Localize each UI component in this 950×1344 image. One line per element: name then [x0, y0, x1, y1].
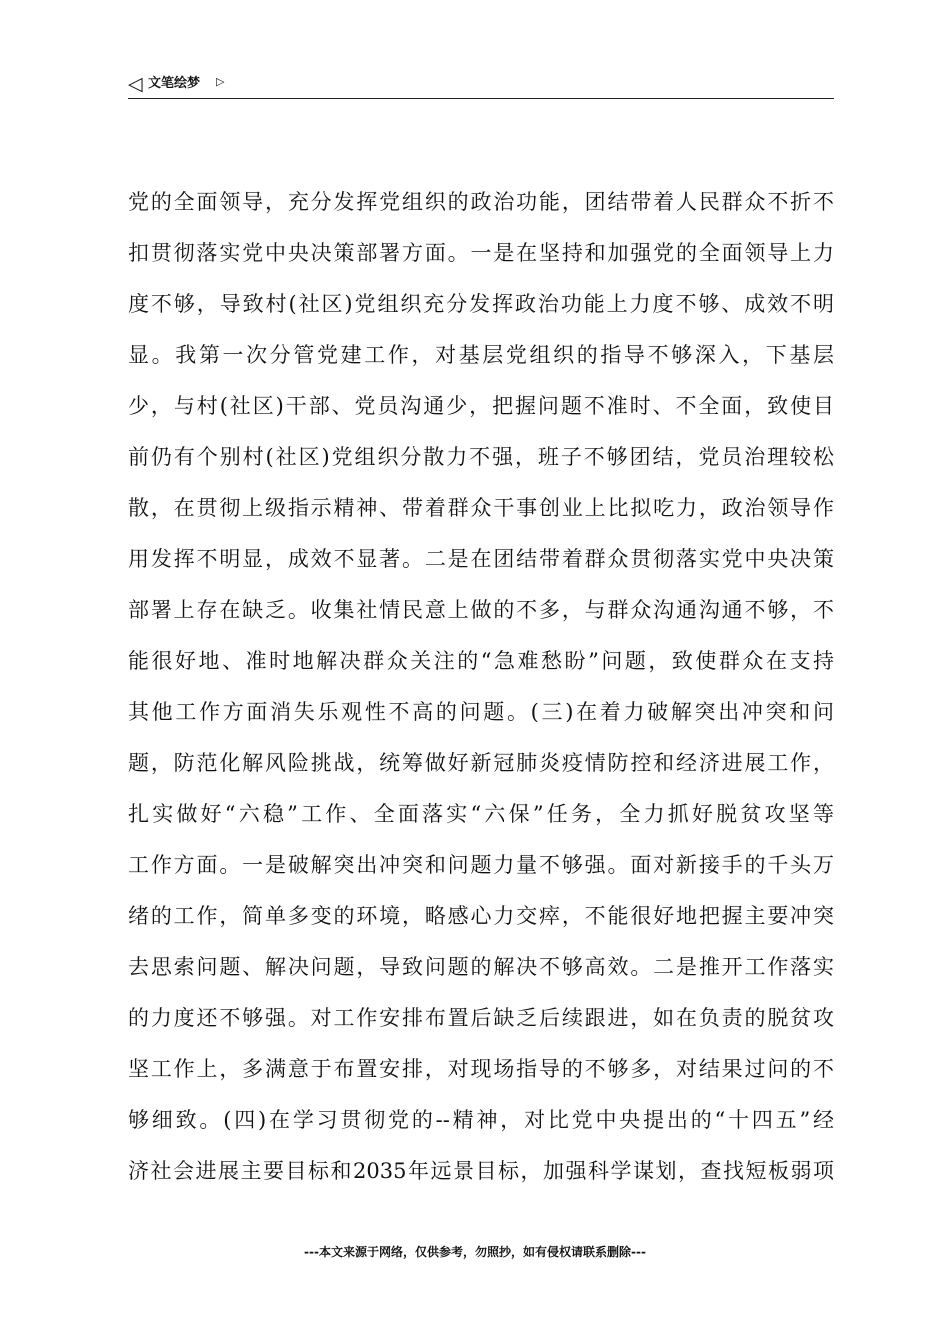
- body-line-20: 济社会进展主要目标和2035年远景目标，加强科学谋划，查找短板弱项: [128, 1159, 834, 1183]
- body-line-5: 少，与村(社区)干部、党员沟通少，把握问题不准时、不全面，致使目: [128, 394, 834, 418]
- body-line-7: 散，在贯彻上级指示精神、带着群众干事创业上比拟吃力，政治领导作: [128, 496, 834, 520]
- left-triangle-icon: ◁: [128, 73, 143, 95]
- body-line-6: 前仍有个别村(社区)党组织分散力不强，班子不够团结，党员治理较松: [128, 445, 834, 469]
- body-line-18: 坚工作上，多满意于布置安排，对现场指导的不够多，对结果过问的不: [128, 1057, 834, 1081]
- document-body: [128, 177, 834, 1197]
- body-line-17: 的力度还不够强。对工作安排布置后缺乏后续跟进，如在负责的脱贫攻: [128, 1006, 834, 1030]
- right-triangle-icon: ▷: [216, 75, 225, 88]
- body-line-12: 题，防范化解风险挑战，统筹做好新冠肺炎疫情防控和经济进展工作，: [128, 751, 834, 775]
- body-line-2: 扣贯彻落实党中央决策部署方面。一是在坚持和加强党的全面领导上力: [128, 241, 834, 265]
- body-line-14: 工作方面。一是破解突出冲突和问题力量不够强。面对新接手的千头万: [128, 853, 834, 877]
- body-line-16: 去思索问题、解决问题，导致问题的解决不够高效。二是推开工作落实: [128, 955, 834, 979]
- header-title: 文笔绘梦: [148, 76, 201, 91]
- body-line-3: 度不够，导致村(社区)党组织充分发挥政治功能上力度不够、成效不明: [128, 292, 834, 316]
- body-line-15: 绪的工作，简单多变的环境，略感心力交瘁，不能很好地把握主要冲突: [128, 904, 834, 928]
- footer-notice: ---本文来源于网络，仅供参考，勿照抄，如有侵权请联系删除---: [304, 1245, 646, 1259]
- body-line-9: 部署上存在缺乏。收集社情民意上做的不多，与群众沟通沟通不够，不: [128, 598, 834, 622]
- body-line-1: 党的全面领导，充分发挥党组织的政治功能，团结带着人民群众不折不: [128, 190, 834, 214]
- body-line-13: 扎实做好“六稳”工作、全面落实“六保”任务，全力抓好脱贫攻坚等: [128, 802, 834, 826]
- body-line-4: 显。我第一次分管党建工作，对基层党组织的指导不够深入，下基层: [128, 343, 834, 367]
- body-line-19: 够细致。(四)在学习贯彻党的--精神，对比党中央提出的“十四五”经: [128, 1108, 834, 1132]
- body-line-11: 其他工作方面消失乐观性不高的问题。(三)在着力破解突出冲突和问: [128, 700, 834, 724]
- page-header: [128, 72, 834, 99]
- body-line-8: 用发挥不明显，成效不显著。二是在团结带着群众贯彻落实党中央决策: [128, 547, 834, 571]
- body-line-10: 能很好地、准时地解决群众关注的“急难愁盼”问题，致使群众在支持: [128, 649, 834, 673]
